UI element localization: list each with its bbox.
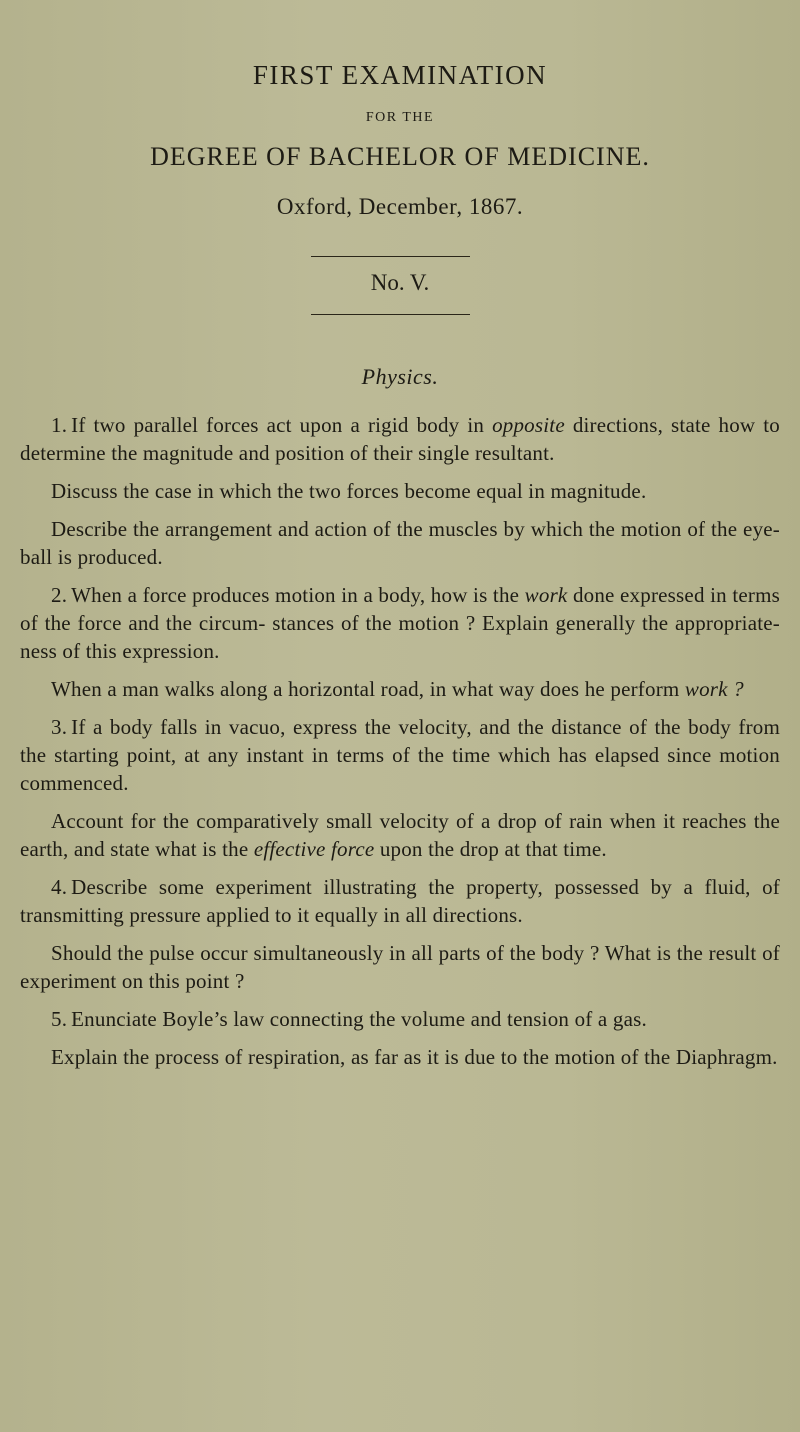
question-text: When a man walks along a horizontal road, in what way does he perform <box>51 677 685 701</box>
for-the-line: FOR THE <box>365 110 435 125</box>
emphasis-text: work ? <box>684 677 744 701</box>
question-1-paragraph-1 <box>20 411 780 467</box>
question-1-paragraph-3: Describe the arrangement and action of the muscles by which the motion of the eye-ball is produced. <box>20 517 780 569</box>
question-number: 2. <box>51 583 68 607</box>
question-5-paragraph-2: Explain the process of respiration, as far as it is due to the motion of the Diaphragm. <box>51 1045 778 1069</box>
questions-body <box>20 411 780 1081</box>
top-divider <box>311 256 470 257</box>
question-text: When a force produces motion in a body, how is the <box>71 583 525 607</box>
question-text: done expressed in terms of the force and the circum- stances of the motion ? Explain generally the appropriate- ness of this expression. <box>20 583 780 663</box>
question-3-paragraph-1 <box>20 713 780 797</box>
date-line: Oxford, December, 1867. <box>276 194 524 219</box>
question-number: 3. <box>51 715 68 739</box>
degree-heading: DEGREE OF BACHELOR OF MEDICINE. <box>150 142 650 171</box>
question-text: Enunciate Boyle’s law connecting the volume and tension of a gas. <box>71 1007 647 1031</box>
subject-heading: Physics. <box>361 364 439 389</box>
paper-number: No. V. <box>370 270 430 295</box>
question-number: 1. <box>51 413 68 437</box>
question-number: 5. <box>51 1007 68 1031</box>
question-number: 4. <box>51 875 68 899</box>
question-2-paragraph-1 <box>20 581 780 665</box>
emphasis-text: opposite <box>492 413 565 437</box>
question-text: directions, state how to determine the magnitude and position of their single resultant. <box>20 413 780 465</box>
exam-title: FIRST EXAMINATION <box>252 60 548 90</box>
question-4-paragraph-2: Should the pulse occur simultaneously in all parts of the body ? What is the result of experiment on this point ? <box>20 941 780 993</box>
question-4-paragraph-1 <box>20 873 780 929</box>
question-text: upon the drop at that time. <box>374 837 607 861</box>
emphasis-text: work <box>524 583 568 607</box>
bottom-divider <box>311 314 470 315</box>
question-text: Describe some experiment illustrating the property, possessed by a fluid, of transmitting pressure applied to it equally in all directions. <box>20 875 780 927</box>
question-5-paragraph-1 <box>20 1005 780 1033</box>
question-1-paragraph-2: Discuss the case in which the two forces become equal in magnitude. <box>51 479 647 503</box>
question-3-paragraph-2 <box>20 807 780 863</box>
question-text: If a body falls in vacuo, express the velocity, and the distance of the body from the starting point, at any instant in terms of the time which has elapsed since motion commenced. <box>20 715 780 795</box>
question-text: Account for the comparatively small velocity of a drop of rain when it reaches the earth, and state what is the <box>20 809 780 861</box>
emphasis-text: effective force <box>253 837 375 861</box>
question-text: If two parallel forces act upon a rigid body in <box>71 413 493 437</box>
question-2-paragraph-2 <box>20 675 780 703</box>
